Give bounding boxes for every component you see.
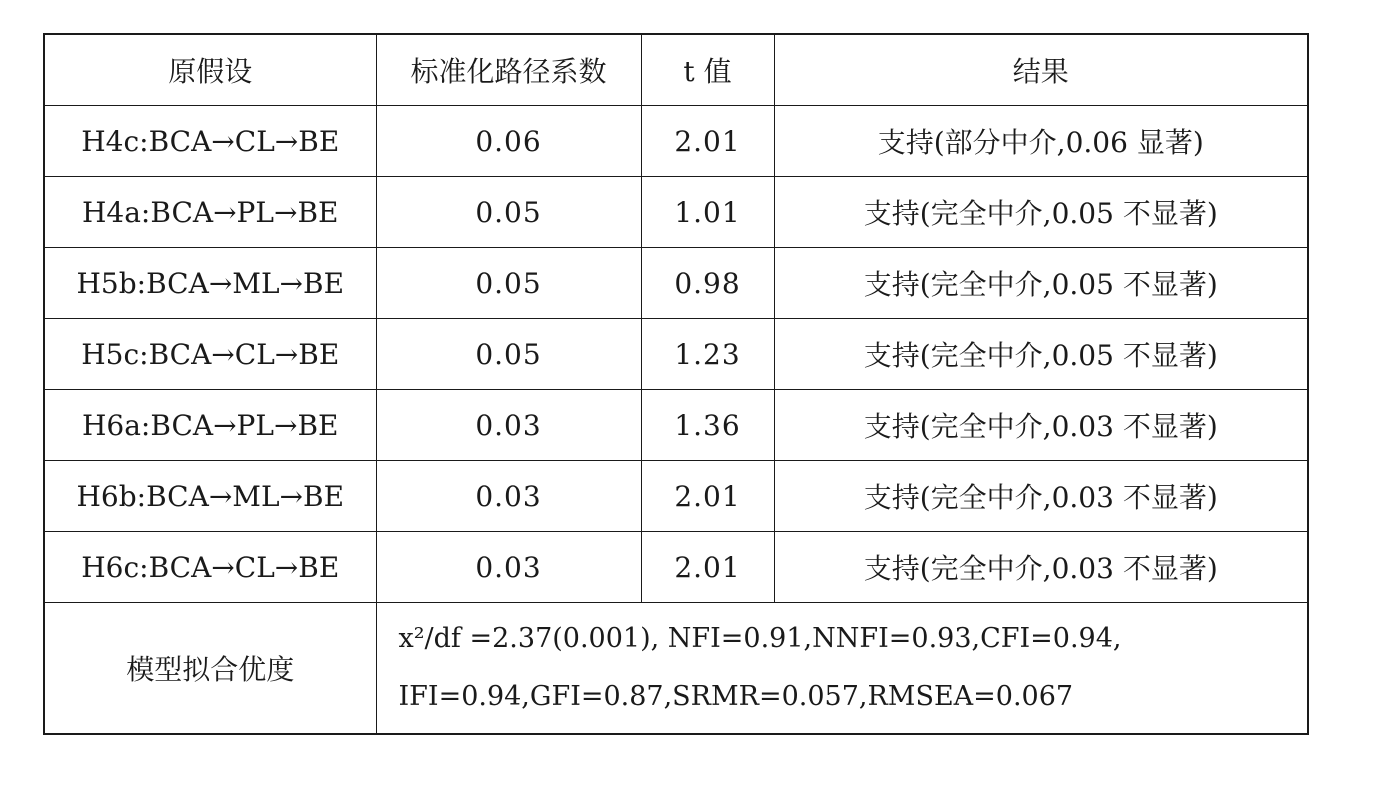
coefficient-cell: 0.05 xyxy=(376,248,641,319)
result-cell: 支持(完全中介,0.03 不显著) xyxy=(774,532,1308,603)
t-value-cell: 1.23 xyxy=(641,319,774,390)
result-cell: 支持(完全中介,0.05 不显著) xyxy=(774,319,1308,390)
hypothesis-cell: H6b:BCA→ML→BE xyxy=(44,461,376,532)
result-cell: 支持(部分中介,0.06 显著) xyxy=(774,106,1308,177)
model-fit-values xyxy=(376,603,1308,735)
coefficient-cell: 0.03 xyxy=(376,461,641,532)
table-row xyxy=(44,532,1308,603)
table-row xyxy=(44,106,1308,177)
hypothesis-cell: H6a:BCA→PL→BE xyxy=(44,390,376,461)
hypothesis-cell: H5c:BCA→CL→BE xyxy=(44,319,376,390)
header-coefficient: 标准化路径系数 xyxy=(376,34,641,106)
coefficient-cell: 0.03 xyxy=(376,390,641,461)
t-value-cell: 2.01 xyxy=(641,532,774,603)
t-value-cell: 1.01 xyxy=(641,177,774,248)
hypothesis-cell: H4c:BCA→CL→BE xyxy=(44,106,376,177)
model-fit-row xyxy=(44,603,1308,735)
coefficient-cell: 0.05 xyxy=(376,177,641,248)
header-row xyxy=(44,34,1308,106)
model-fit-line-2: IFI=0.94,GFI=0.87,SRMR=0.057,RMSEA=0.067 xyxy=(398,681,1074,712)
header-result: 结果 xyxy=(774,34,1308,106)
result-cell: 支持(完全中介,0.05 不显著) xyxy=(774,177,1308,248)
coefficient-cell: 0.05 xyxy=(376,319,641,390)
hypothesis-cell: H6c:BCA→CL→BE xyxy=(44,532,376,603)
header-t-value: t 值 xyxy=(641,34,774,106)
hypothesis-cell: H5b:BCA→ML→BE xyxy=(44,248,376,319)
results-table xyxy=(43,33,1309,735)
hypothesis-cell: H4a:BCA→PL→BE xyxy=(44,177,376,248)
model-fit-label: 模型拟合优度 xyxy=(44,603,376,735)
table-row xyxy=(44,177,1308,248)
table-row xyxy=(44,248,1308,319)
t-value-cell: 0.98 xyxy=(641,248,774,319)
coefficient-cell: 0.06 xyxy=(376,106,641,177)
table-row xyxy=(44,461,1308,532)
result-cell: 支持(完全中介,0.03 不显著) xyxy=(774,461,1308,532)
model-fit-line-1: x²/df =2.37(0.001), NFI=0.91,NNFI=0.93,CFI=0.94, xyxy=(398,623,1122,654)
result-cell: 支持(完全中介,0.05 不显著) xyxy=(774,248,1308,319)
header-hypothesis: 原假设 xyxy=(44,34,376,106)
t-value-cell: 1.36 xyxy=(641,390,774,461)
result-cell: 支持(完全中介,0.03 不显著) xyxy=(774,390,1308,461)
t-value-cell: 2.01 xyxy=(641,106,774,177)
t-value-cell: 2.01 xyxy=(641,461,774,532)
table-row xyxy=(44,319,1308,390)
table-row xyxy=(44,390,1308,461)
coefficient-cell: 0.03 xyxy=(376,532,641,603)
